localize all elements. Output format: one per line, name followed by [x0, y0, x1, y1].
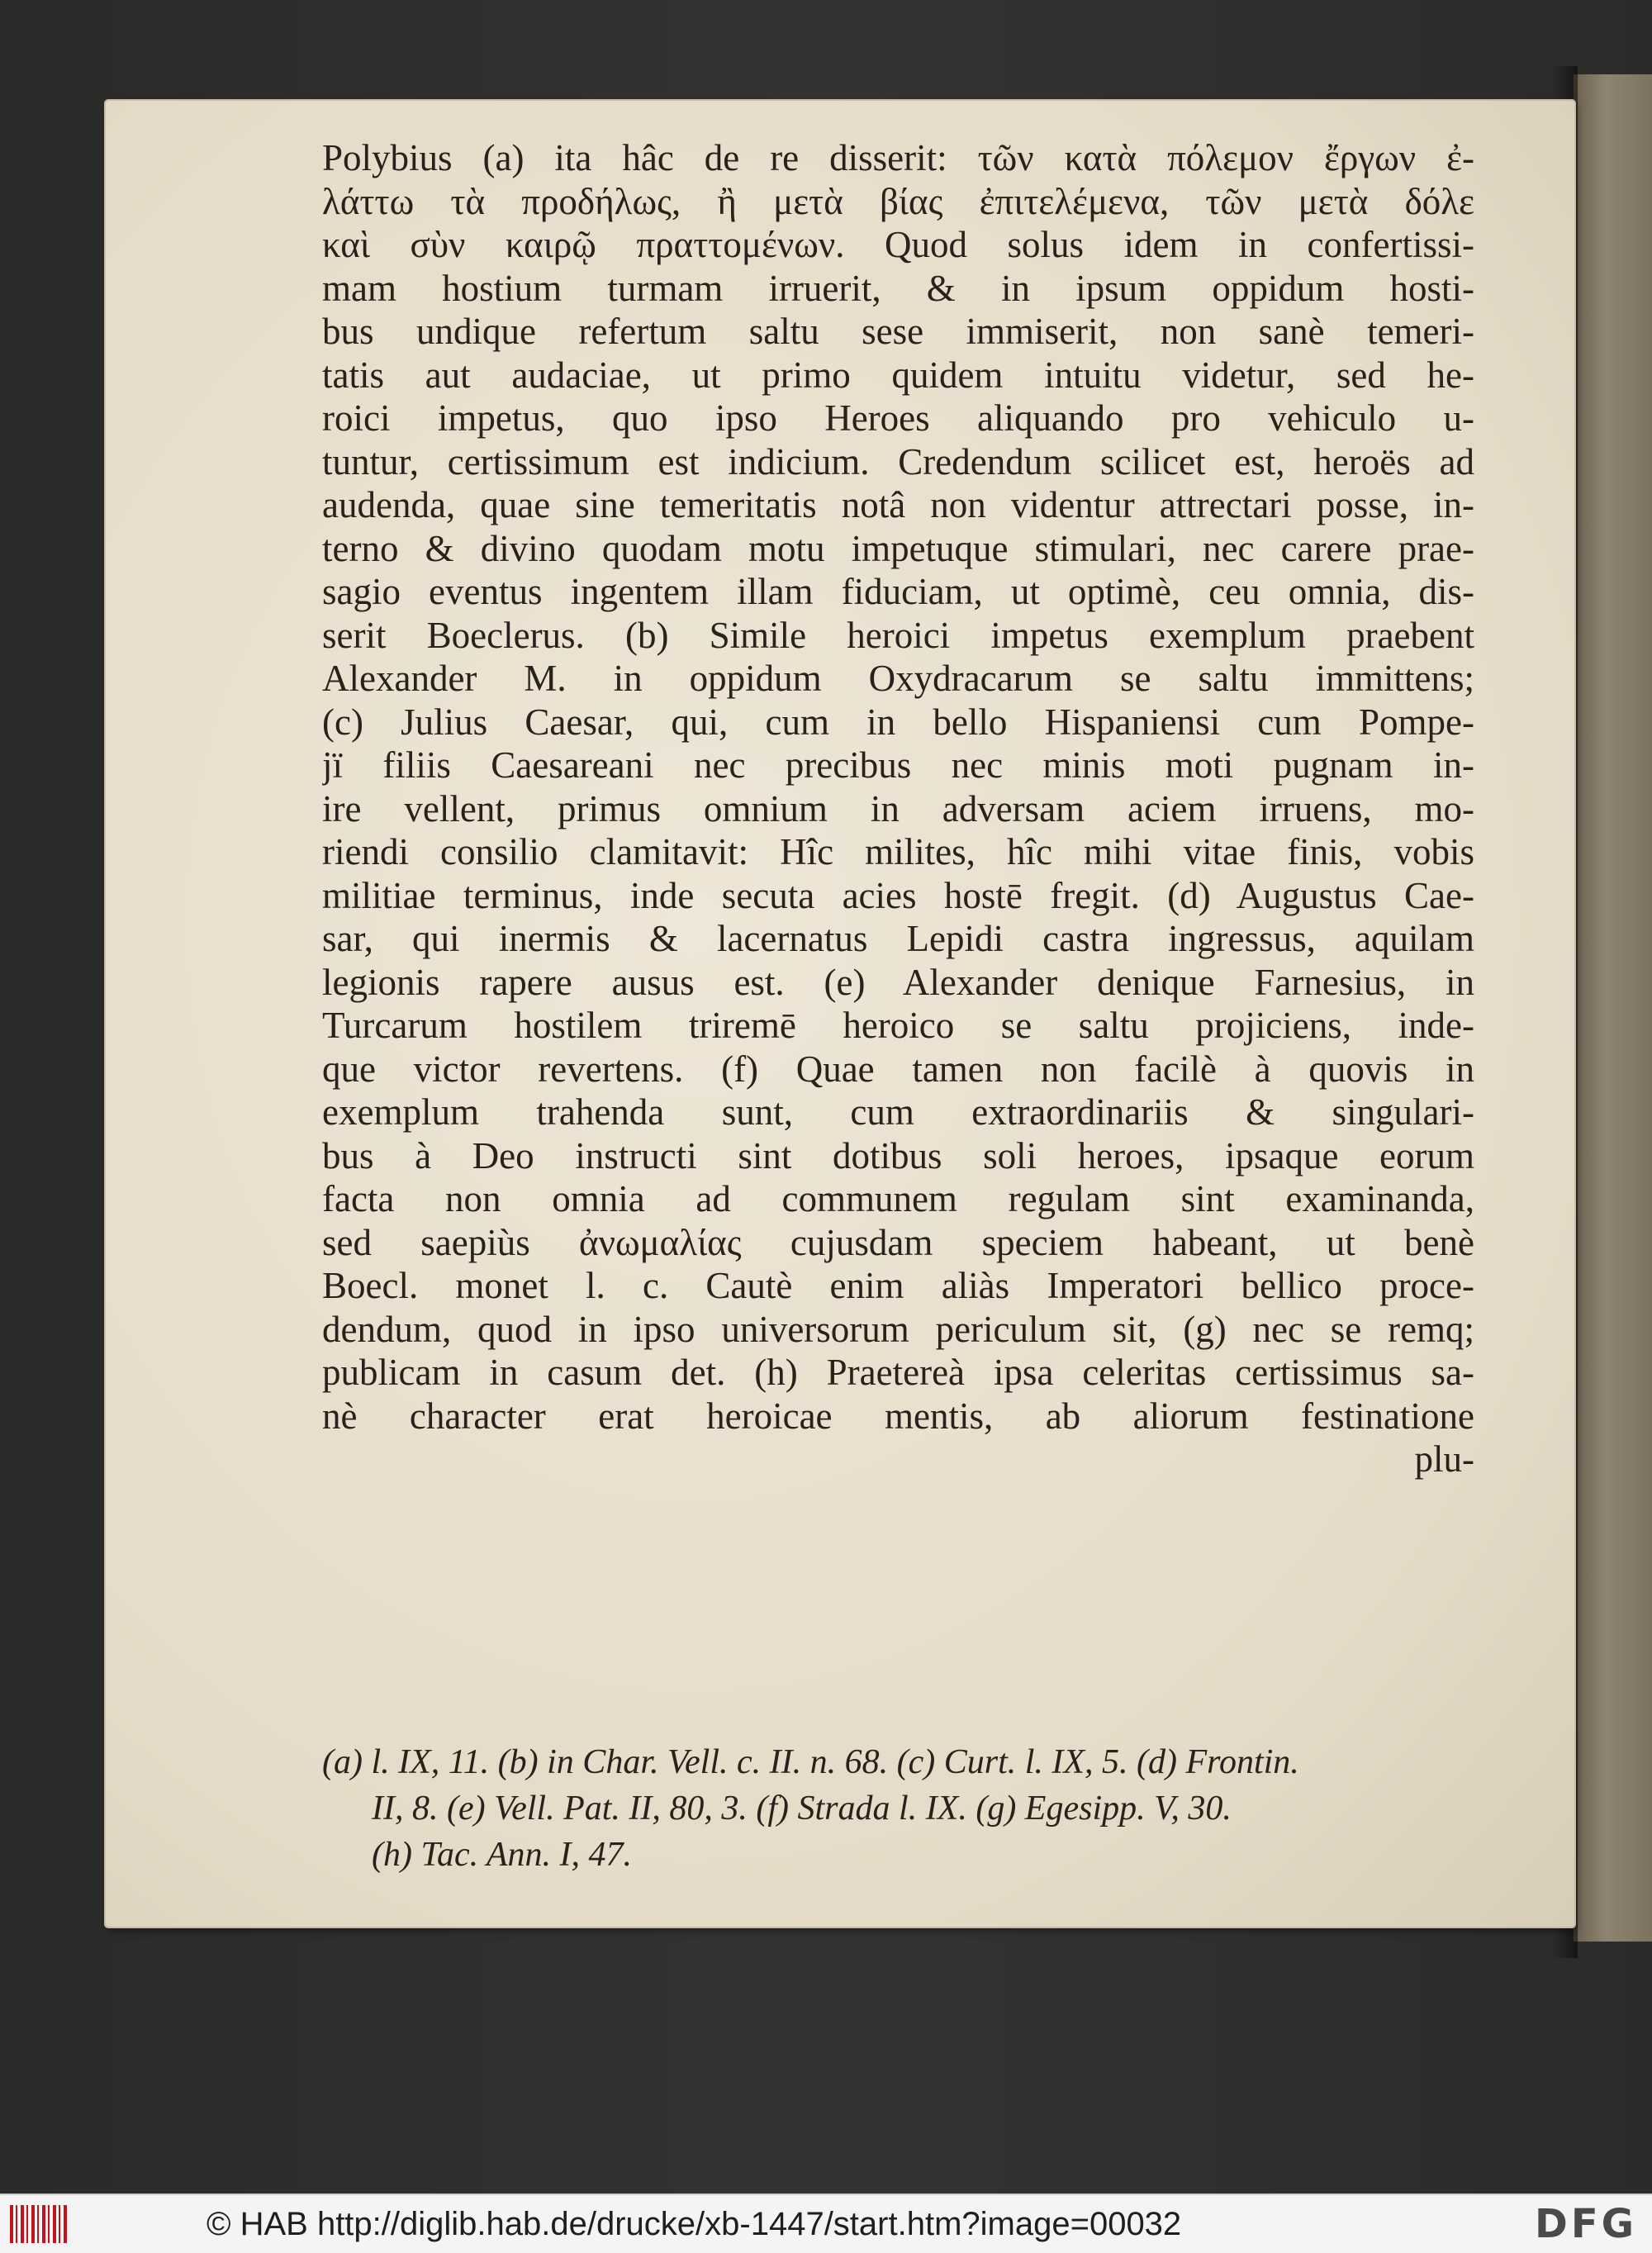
text-line: nè character erat heroicae mentis, ab aliorum festinatione [322, 1395, 1474, 1437]
text-line: mam hostium turmam irruerit, & in ipsum oppidum hosti- [322, 267, 1474, 309]
text-line: bus à Deo instructi sint dotibus soli heroes, ipsaque eorum [322, 1134, 1474, 1176]
text-line: sagio eventus ingentem illam fiduciam, ut optimè, ceu omnia, dis- [322, 571, 1474, 612]
text-line: Turcarum hostilem triremē heroico se saltu projiciens, inde- [322, 1005, 1474, 1046]
text-line: Alexander M. in oppidum Oxydracarum se saltu immittens; [322, 658, 1474, 699]
text-line: exemplum trahenda sunt, cum extraordinariis & singulari- [322, 1091, 1474, 1133]
next-page-edge [1574, 74, 1652, 1942]
footnote-line: II, 8. (e) Vell. Pat. II, 80, 3. (f) Strada l. IX. (g) Egesipp. V, 30. [372, 1790, 1232, 1828]
text-line: Polybius (a) ita hâc de re disserit: τῶν κατὰ πόλεμον ἔργων ἐ- [322, 137, 1474, 178]
footnotes [322, 1739, 1474, 1878]
text-line: publicam in casum det. (h) Praetereà ipsa celeritas certissimus sa- [322, 1352, 1474, 1393]
text-line: serit Boeclerus. (b) Simile heroici impetus exemplum praebent [322, 614, 1474, 656]
text-line: legionis rapere ausus est. (e) Alexander denique Farnesius, in [322, 961, 1474, 1003]
text-line: audenda, quae sine temeritatis notâ non videntur attrectari posse, in- [322, 484, 1474, 525]
text-line: jï filiis Caesareani nec precibus nec minis moti pugnam in- [322, 744, 1474, 786]
text-line: roici impetus, quo ipso Heroes aliquando pro vehiculo u- [322, 397, 1474, 439]
text-line: bus undique refertum saltu sese immiserit, non sanè temeri- [322, 311, 1474, 352]
text-line: facta non omnia ad communem regulam sint examinanda, [322, 1178, 1474, 1219]
text-line: tuntur, certissimum est indicium. Credendum scilicet est, heroës ad [322, 440, 1474, 482]
text-line: λάττω τὰ προδήλως, ἢ μετὰ βίας ἐπιτελέμενα, τῶν μετὰ δόλε [322, 180, 1474, 222]
text-line: militiae terminus, inde secuta acies hostē fregit. (d) Augustus Cae- [322, 874, 1474, 916]
footnote-line: (a) l. IX, 11. (b) in Char. Vell. c. II. n. 68. (c) Curt. l. IX, 5. (d) Frontin. [322, 1743, 1299, 1781]
text-line: καὶ σὺν καιρῷ πραττομένων. Quod solus idem in confertissi- [322, 224, 1474, 265]
text-line: riendi consilio clamitavit: Hîc milites, hîc mihi vitae finis, vobis [322, 831, 1474, 872]
copyright-link[interactable]: © HAB http://diglib.hab.de/drucke/xb-1447/start.htm?image=00032 [206, 2206, 1182, 2242]
text-line: ire vellent, primus omnium in adversam aciem irruens, mo- [322, 787, 1474, 829]
text-line: tatis aut audaciae, ut primo quidem intuitu videtur, sed he- [322, 354, 1474, 396]
viewer-footer [0, 2194, 1652, 2253]
text-line: dendum, quod in ipso universorum periculum sit, (g) nec se remq; [322, 1308, 1474, 1350]
text-line: que victor revertens. (f) Quae tamen non facilè à quovis in [322, 1048, 1474, 1090]
dfg-logo: DFG [1534, 2201, 1637, 2247]
footnote-line: (h) Tac. Ann. I, 47. [372, 1836, 632, 1874]
catchword: plu- [1414, 1438, 1474, 1480]
text-line: terno & divino quodam motu impetuque stimulari, nec carere prae- [322, 527, 1474, 569]
text-line: Boecl. monet l. c. Cautè enim aliàs Imperatori bellico proce- [322, 1265, 1474, 1306]
body-text [322, 136, 1474, 1481]
barcode-icon [10, 2205, 69, 2243]
text-line: sar, qui inermis & lacernatus Lepidi castra ingressus, aquilam [322, 918, 1474, 959]
text-line: sed saepiùs ἀνωμαλίας cujusdam speciem habeant, ut benè [322, 1221, 1474, 1263]
text-line: (c) Julius Caesar, qui, cum in bello Hispaniensi cum Pompe- [322, 701, 1474, 743]
